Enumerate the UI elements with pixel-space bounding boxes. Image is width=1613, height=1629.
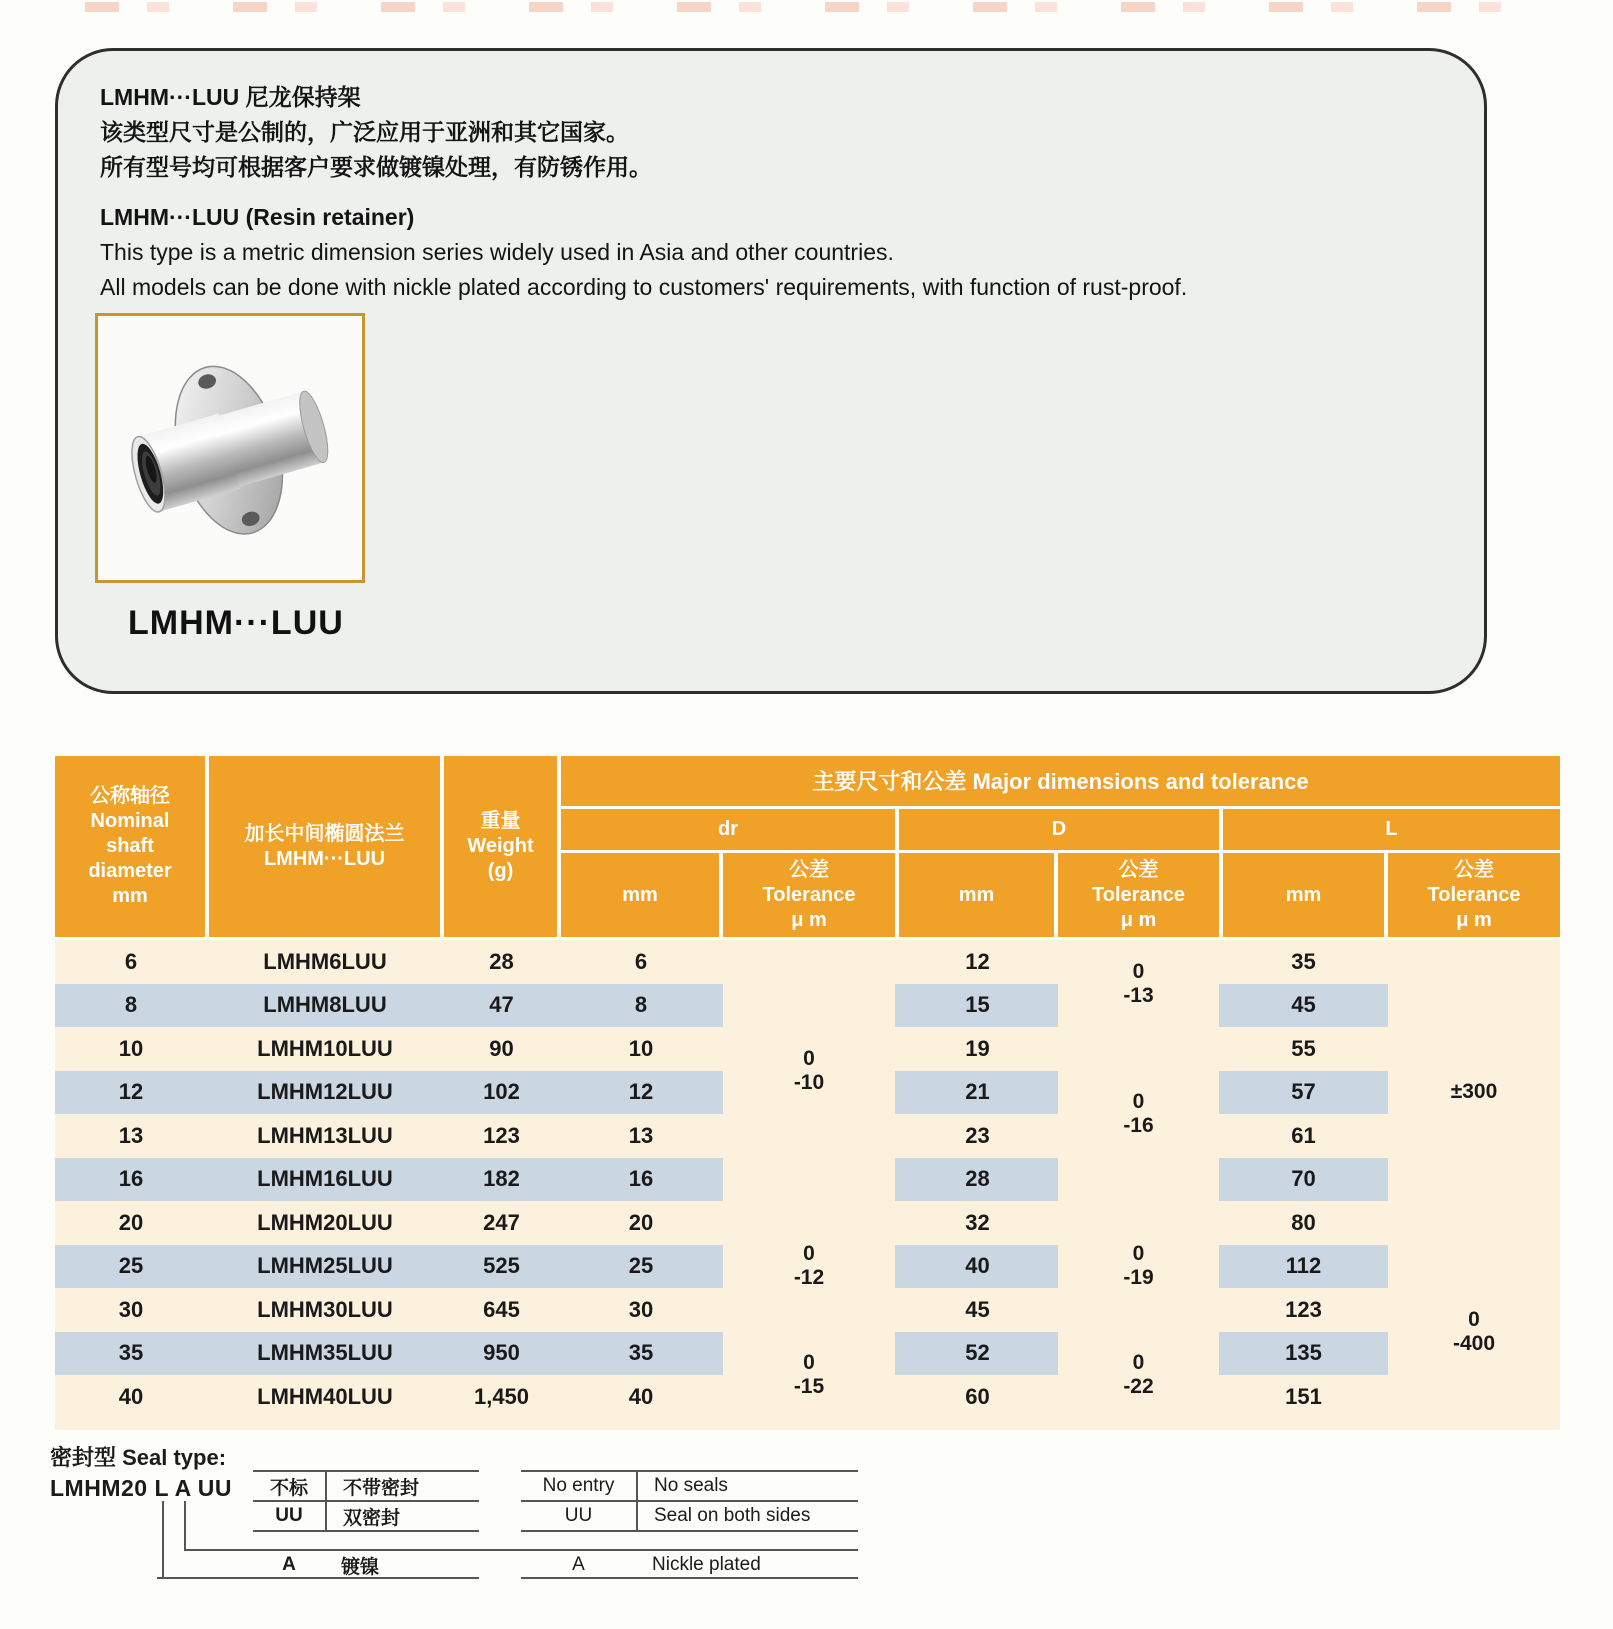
legend-desc-cell: Nickle plated [652, 1554, 761, 1575]
cell-l-mm: 135 [1285, 1340, 1322, 1366]
cell-l-mm: 35 [1291, 948, 1316, 974]
cell-nominal: 6 [124, 948, 138, 974]
tolerance-group [1058, 1332, 1219, 1419]
cell-model: LMHM13LUU [257, 1122, 393, 1148]
tolerance-group [1388, 1245, 1560, 1419]
tolerance-value: -10 [793, 1070, 825, 1094]
cell-nominal: 12 [118, 1079, 144, 1105]
header-line: μ m [791, 908, 827, 931]
cell-weight: 47 [489, 992, 514, 1018]
cell-weight: 182 [483, 1166, 520, 1192]
cell-weight: 645 [483, 1296, 520, 1322]
header-dr-mm: mm [561, 853, 719, 937]
tolerance-group [1058, 940, 1219, 1027]
legend-row [253, 1500, 479, 1530]
cell-dr-mm: 30 [628, 1296, 654, 1322]
tolerance-value: -400 [1452, 1331, 1496, 1355]
header-line: Weight [467, 835, 534, 857]
header-l-tolerance [1388, 853, 1560, 937]
legend-underline-left [157, 1577, 479, 1579]
cell-model: LMHM40LUU [257, 1383, 393, 1409]
cell-model: LMHM16LUU [257, 1166, 393, 1192]
legend-connector-line [184, 1549, 858, 1551]
legend-desc-cell: 镀镍 [341, 1556, 380, 1578]
cell-l-mm: 70 [1291, 1166, 1316, 1192]
legend-dropline-1 [162, 1501, 164, 1579]
tolerance-group [723, 940, 895, 1201]
header-line: Tolerance [762, 883, 856, 906]
cell-nominal: 16 [118, 1166, 144, 1192]
header-line: 公称轴径 [90, 785, 170, 807]
intro-cn-line1: 该类型尺寸是公制的，广泛应用于亚洲和其它国家。 [100, 119, 629, 145]
cell-model: LMHM10LUU [257, 1035, 393, 1061]
seal-legend-table-cn [253, 1470, 479, 1532]
tolerance-value: -16 [1123, 1114, 1154, 1137]
cell-dr-mm: 20 [628, 1209, 654, 1235]
seal-type-label: 密封型 Seal type: [50, 1445, 227, 1470]
cell-nominal: 20 [118, 1209, 144, 1235]
tolerance-group [1388, 940, 1560, 1245]
cell-nominal: 40 [118, 1383, 144, 1409]
intro-cn-title: LMHM···LUU 尼龙保持架 [100, 84, 361, 110]
cell-weight: 950 [483, 1340, 520, 1366]
cell-dr-mm: 10 [628, 1035, 654, 1061]
intro-en-title: LMHM···LUU (Resin retainer) [100, 204, 415, 230]
intro-english-text [100, 200, 1187, 305]
intro-chinese-text [100, 80, 652, 185]
legend-dropline-2 [184, 1501, 186, 1551]
cell-model: LMHM6LUU [263, 948, 387, 974]
tolerance-value: 0 [1132, 1242, 1145, 1266]
legend-row [521, 1472, 858, 1500]
cell-dr-mm: 12 [628, 1079, 654, 1105]
header-line: Tolerance [1427, 883, 1521, 906]
header-line: μ m [1120, 908, 1157, 931]
cell-model: LMHM35LUU [257, 1340, 393, 1366]
header-dr-tolerance [723, 853, 895, 937]
legend-row [521, 1500, 858, 1530]
tolerance-value: 0 [803, 1242, 815, 1266]
cell-nominal: 13 [118, 1122, 144, 1148]
cell-l-mm: 45 [1291, 992, 1316, 1018]
header-group-d: D [899, 809, 1219, 850]
table-column [1223, 940, 1384, 1419]
tolerance-value: -12 [793, 1266, 825, 1290]
table-column [561, 940, 721, 1419]
tolerance-value: 0 [1132, 1351, 1145, 1374]
cell-l-mm: 80 [1291, 1209, 1316, 1235]
cell-weight: 28 [489, 948, 514, 974]
tolerance-value: 0 [1132, 1090, 1145, 1113]
cell-model: LMHM12LUU [257, 1079, 393, 1105]
header-line: diameter [88, 860, 172, 882]
header-d-mm: mm [899, 853, 1054, 937]
cell-weight: 1,450 [473, 1383, 530, 1409]
seal-legend-table-en [521, 1470, 858, 1532]
cell-d-mm: 19 [965, 1035, 990, 1061]
cell-l-mm: 123 [1285, 1296, 1322, 1322]
tolerance-value: -22 [1123, 1375, 1154, 1398]
cell-nominal: 30 [118, 1296, 144, 1322]
tolerance-column [1058, 940, 1219, 1419]
header-l-mm: mm [1223, 853, 1384, 937]
legend-code-cell: No entry [521, 1472, 638, 1500]
cell-d-mm: 32 [965, 1209, 990, 1235]
cell-d-mm: 60 [965, 1383, 990, 1409]
cell-d-mm: 23 [965, 1122, 990, 1148]
tolerance-value: 0 [1132, 959, 1145, 983]
legend-code-cell: UU [253, 1502, 327, 1530]
tolerance-value: -13 [1123, 983, 1154, 1007]
table-column [207, 940, 443, 1419]
table-body [55, 940, 1560, 1430]
tolerance-value: ±300 [1450, 1080, 1498, 1104]
tolerance-value: 0 [1468, 1307, 1480, 1331]
cell-dr-mm: 13 [628, 1122, 654, 1148]
product-title: LMHM···LUU [128, 604, 344, 642]
header-nominal-shaft-diameter [55, 756, 205, 937]
cell-l-mm: 57 [1291, 1079, 1316, 1105]
cell-weight: 247 [483, 1209, 520, 1235]
header-line: μ m [1456, 908, 1492, 931]
cell-l-mm: 151 [1285, 1383, 1322, 1409]
cell-l-mm: 112 [1285, 1253, 1322, 1279]
cell-dr-mm: 35 [628, 1340, 654, 1366]
intro-cn-line2: 所有型号均可根据客户要求做镀镍处理，有防锈作用。 [100, 154, 652, 180]
header-line: mm [112, 885, 148, 907]
header-line: 重量 [480, 810, 521, 832]
header-major-dimensions: 主要尺寸和公差 Major dimensions and tolerance [561, 756, 1560, 806]
nickel-row-en [521, 1552, 858, 1578]
cell-d-mm: 21 [965, 1079, 990, 1105]
header-line: LMHM···LUU [263, 847, 386, 870]
tolerance-group [723, 1332, 895, 1419]
cell-nominal: 8 [124, 992, 138, 1018]
table-column [443, 940, 560, 1419]
product-photo [95, 313, 365, 583]
tolerance-group [723, 1201, 895, 1332]
tolerance-value: 0 [803, 1046, 815, 1070]
cell-weight: 525 [483, 1253, 520, 1279]
cell-weight: 123 [483, 1122, 520, 1148]
cell-weight: 102 [483, 1079, 520, 1105]
legend-code-cell: UU [521, 1502, 638, 1530]
header-line: Nominal [90, 810, 170, 832]
cell-weight: 90 [489, 1035, 514, 1061]
header-line: 公差 [789, 858, 829, 881]
header-line: 加长中间椭圆法兰 [244, 822, 405, 845]
nickel-row-cn [253, 1552, 479, 1578]
cell-dr-mm: 8 [634, 992, 648, 1018]
header-line: shaft [106, 835, 154, 857]
table-column [899, 940, 1056, 1419]
header-weight [444, 756, 557, 937]
cell-nominal: 25 [118, 1253, 144, 1279]
header-line: Tolerance [1092, 883, 1185, 906]
cell-l-mm: 61 [1291, 1122, 1316, 1148]
legend-code-cell: A [282, 1554, 296, 1575]
cell-model: LMHM30LUU [257, 1296, 393, 1322]
cell-d-mm: 28 [965, 1166, 990, 1192]
header-d-tolerance [1058, 853, 1219, 937]
bearing-illustration [98, 316, 362, 580]
intro-en-line1: This type is a metric dimension series widely used in Asia and other countries. [100, 239, 894, 265]
cell-dr-mm: 40 [628, 1383, 654, 1409]
cell-dr-mm: 16 [628, 1166, 654, 1192]
cell-d-mm: 52 [965, 1340, 990, 1366]
header-line: (g) [487, 860, 514, 882]
header-group-l: L [1223, 809, 1560, 850]
cell-d-mm: 40 [965, 1253, 990, 1279]
tolerance-group [1058, 1027, 1219, 1201]
intro-en-line2: All models can be done with nickle plated according to customers' requirements, with function of rust-proof. [100, 274, 1188, 300]
legend-code-cell: A [572, 1554, 585, 1575]
legend-desc-cell: 不带密封 [343, 1477, 420, 1499]
legend-row [253, 1472, 479, 1500]
tolerance-group [1058, 1201, 1219, 1332]
cell-d-mm: 12 [965, 948, 990, 974]
legend-underline-right [521, 1577, 858, 1579]
header-model [209, 756, 440, 937]
seal-type-code: LMHM20 L A UU [50, 1475, 232, 1501]
tolerance-value: 0 [803, 1351, 815, 1374]
header-line: 公差 [1118, 858, 1159, 881]
legend-desc-cell: No seals [654, 1475, 728, 1496]
cell-nominal: 35 [118, 1340, 144, 1366]
cell-model: LMHM25LUU [257, 1253, 393, 1279]
legend-code-cell: 不标 [253, 1472, 327, 1500]
cell-model: LMHM20LUU [257, 1209, 393, 1235]
tolerance-column [1388, 940, 1560, 1419]
tolerance-value: -19 [1123, 1266, 1154, 1290]
page-top-marks [85, 2, 1555, 12]
cell-dr-mm: 6 [634, 948, 648, 974]
cell-model: LMHM8LUU [263, 992, 387, 1018]
legend-desc-cell: Seal on both sides [654, 1505, 811, 1526]
header-group-dr: dr [561, 809, 895, 850]
cell-d-mm: 45 [965, 1296, 990, 1322]
cell-dr-mm: 25 [628, 1253, 654, 1279]
legend-desc-cell: 双密封 [343, 1507, 401, 1529]
cell-d-mm: 15 [965, 992, 990, 1018]
tolerance-value: -15 [793, 1375, 825, 1398]
header-line: 公差 [1454, 858, 1494, 881]
cell-nominal: 10 [118, 1035, 144, 1061]
cell-l-mm: 55 [1291, 1035, 1316, 1061]
table-column [55, 940, 207, 1419]
tolerance-column [723, 940, 895, 1419]
